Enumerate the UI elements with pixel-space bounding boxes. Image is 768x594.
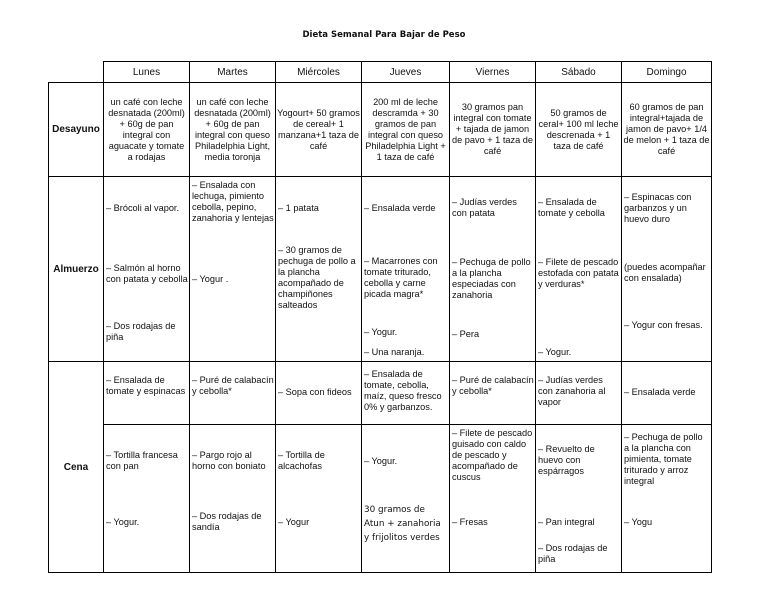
- row-label-almuerzo: Almuerzo: [49, 177, 104, 362]
- meal-item: – Filete de pescado guisado con caldo de pescado y acompañado de cuscus: [452, 428, 533, 482]
- cena-row-top: [49, 362, 712, 425]
- meal-item: – Una naranja.: [364, 347, 425, 357]
- meal-item: – Ensalada verde: [624, 387, 696, 397]
- almuerzo-row: [49, 177, 712, 362]
- meal-item: – Ensalada con lechuga, pimiento cebolla, pepino, zanahoria y lentejas: [192, 180, 274, 223]
- meal-item: – Tortilla de alcachofas: [278, 450, 325, 471]
- cena-cell-jueves-bottom: [362, 425, 450, 573]
- meal-item: – Macarrones con tomate triturado, cebolla y carne picada magra*: [364, 256, 438, 299]
- meal-item: – Espinacas con garbanzos y un huevo duro: [624, 192, 692, 224]
- page-title: Dieta Semanal Para Bajar de Peso: [302, 30, 466, 40]
- meal-item: – Yogur.: [364, 327, 398, 337]
- cena-cell-viernes-top: [450, 362, 536, 425]
- desayuno-cell-viernes: 30 gramos pan integral con tomate + tajada de jamon de pavo + 1 taza de café: [450, 83, 536, 177]
- desayuno-cell-sabado: 50 gramos de ceral+ 100 ml leche descrenada + 1 taza de café: [536, 83, 622, 177]
- meal-item: – Brócoli al vapor.: [106, 203, 180, 213]
- day-header-lunes: Lunes: [104, 62, 190, 83]
- cena-cell-miercoles-top: [276, 362, 362, 425]
- cena-cell-sabado-top: [536, 362, 622, 425]
- day-header-viernes: Viernes: [450, 62, 536, 83]
- cena-row-bottom: [49, 425, 712, 573]
- cena-cell-viernes-bottom: [450, 425, 536, 573]
- almuerzo-cell-lunes: [104, 177, 190, 362]
- meal-item: – Pechuga de pollo a la plancha especiadas con zanahoria: [452, 257, 531, 300]
- almuerzo-cell-sabado: [536, 177, 622, 362]
- meal-item: – Salmón al horno con patata y cebolla: [106, 263, 188, 284]
- almuerzo-cell-martes: [190, 177, 276, 362]
- cena-cell-sabado-bottom: [536, 425, 622, 573]
- desayuno-row: [49, 83, 712, 177]
- cena-cell-lunes-bottom: [104, 425, 190, 573]
- almuerzo-cell-jueves: [362, 177, 450, 362]
- desayuno-cell-martes: un café con leche desnatada (200ml) + 60g de pan integral con queso Philadelphia Light, media toronja: [190, 83, 276, 177]
- meal-item: – Sopa con fideos: [278, 387, 352, 397]
- almuerzo-cell-domingo: [622, 177, 712, 362]
- desayuno-cell-lunes: un café con leche desnatada (200ml) + 60g de pan integral con aguacate y tomate a rodajas: [104, 83, 190, 177]
- meal-item: – Puré de calabacín y cebolla*: [192, 375, 274, 396]
- cena-cell-jueves-top: [362, 362, 450, 425]
- meal-item: – Dos rodajas de piña: [538, 543, 608, 564]
- meal-item: – Pan integral: [538, 517, 595, 527]
- day-header-jueves: Jueves: [362, 62, 450, 83]
- meal-item: – Yogur .: [192, 274, 229, 284]
- meal-item: – Yogur.: [538, 347, 572, 357]
- meal-item: – Revuelto de huevo con espárragos: [538, 444, 595, 476]
- meal-item: – Ensalada de tomate y espinacas: [106, 375, 186, 396]
- meal-item: – 30 gramos de pechuga de pollo a la plancha acompañado de champiñones salteados: [278, 245, 356, 310]
- meal-item: – Yogur.: [364, 456, 398, 466]
- meal-item: – Ensalada de tomate, cebolla, maíz, queso fresco 0% y garbanzos.: [364, 369, 442, 412]
- cena-cell-domingo-top: [622, 362, 712, 425]
- header-row: [49, 62, 712, 83]
- meal-item: – Pera: [452, 329, 480, 339]
- meal-item: – 1 patata: [278, 203, 319, 213]
- cena-cell-martes-bottom: [190, 425, 276, 573]
- meal-item: – Pechuga de pollo a la plancha con pimienta, tomate triturado y arroz integral: [624, 432, 703, 486]
- meal-item: – Fresas: [452, 517, 488, 527]
- meal-item: – Dos rodajas de sandía: [192, 511, 262, 532]
- meal-item: – Yogur con fresas.: [624, 320, 703, 330]
- almuerzo-cell-miercoles: [276, 177, 362, 362]
- cena-cell-domingo-bottom: [622, 425, 712, 573]
- row-label-cena: Cena: [49, 362, 104, 573]
- almuerzo-cell-viernes: [450, 177, 536, 362]
- meal-item: – Filete de pescado estofada con patata y verduras*: [538, 257, 619, 289]
- cena-cell-lunes-top: [104, 362, 190, 425]
- day-header-martes: Martes: [190, 62, 276, 83]
- day-header-domingo: Domingo: [622, 62, 712, 83]
- desayuno-cell-jueves: 200 ml de leche descramda + 30 gramos de pan integral con queso Philadelphia Light + 1 taza de café: [362, 83, 450, 177]
- meal-item: 30 gramos de Atun + zanahoria y frijolitos verdes: [364, 505, 441, 543]
- desayuno-cell-miercoles: Yogourt+ 50 gramos de cereal+ 1 manzana+1 taza de café: [276, 83, 362, 177]
- meal-item: – Dos rodajas de piña: [106, 321, 176, 342]
- day-header-sabado: Sábado: [536, 62, 622, 83]
- meal-item: – Pargo rojo al horno con boniato: [192, 450, 266, 471]
- desayuno-cell-domingo: 60 gramos de pan integral+tajada de jamon de pavo+ 1/4 de melon + 1 taza de café: [622, 83, 712, 177]
- meal-item: – Tortilla francesa con pan: [106, 450, 178, 471]
- cena-cell-miercoles-bottom: [276, 425, 362, 573]
- day-header-miercoles: Miércoles: [276, 62, 362, 83]
- cena-cell-martes-top: [190, 362, 276, 425]
- meal-item: – Ensalada de tomate y cebolla: [538, 197, 605, 218]
- meal-item: – Yogu: [624, 517, 653, 527]
- meal-item: – Yogur.: [106, 517, 140, 527]
- meal-item: – Puré de calabacín y cebolla*: [452, 375, 534, 396]
- diet-table: [48, 61, 712, 573]
- corner-cell: [49, 62, 104, 83]
- meal-item: (puedes acompañar con ensalada): [624, 262, 706, 283]
- meal-item: – Judías verdes con patata: [452, 197, 517, 218]
- meal-item: – Yogur: [278, 517, 310, 527]
- row-label-desayuno: Desayuno: [49, 83, 104, 177]
- meal-item: – Judías verdes con zanahoria al vapor: [538, 375, 606, 407]
- meal-item: – Ensalada verde: [364, 203, 436, 213]
